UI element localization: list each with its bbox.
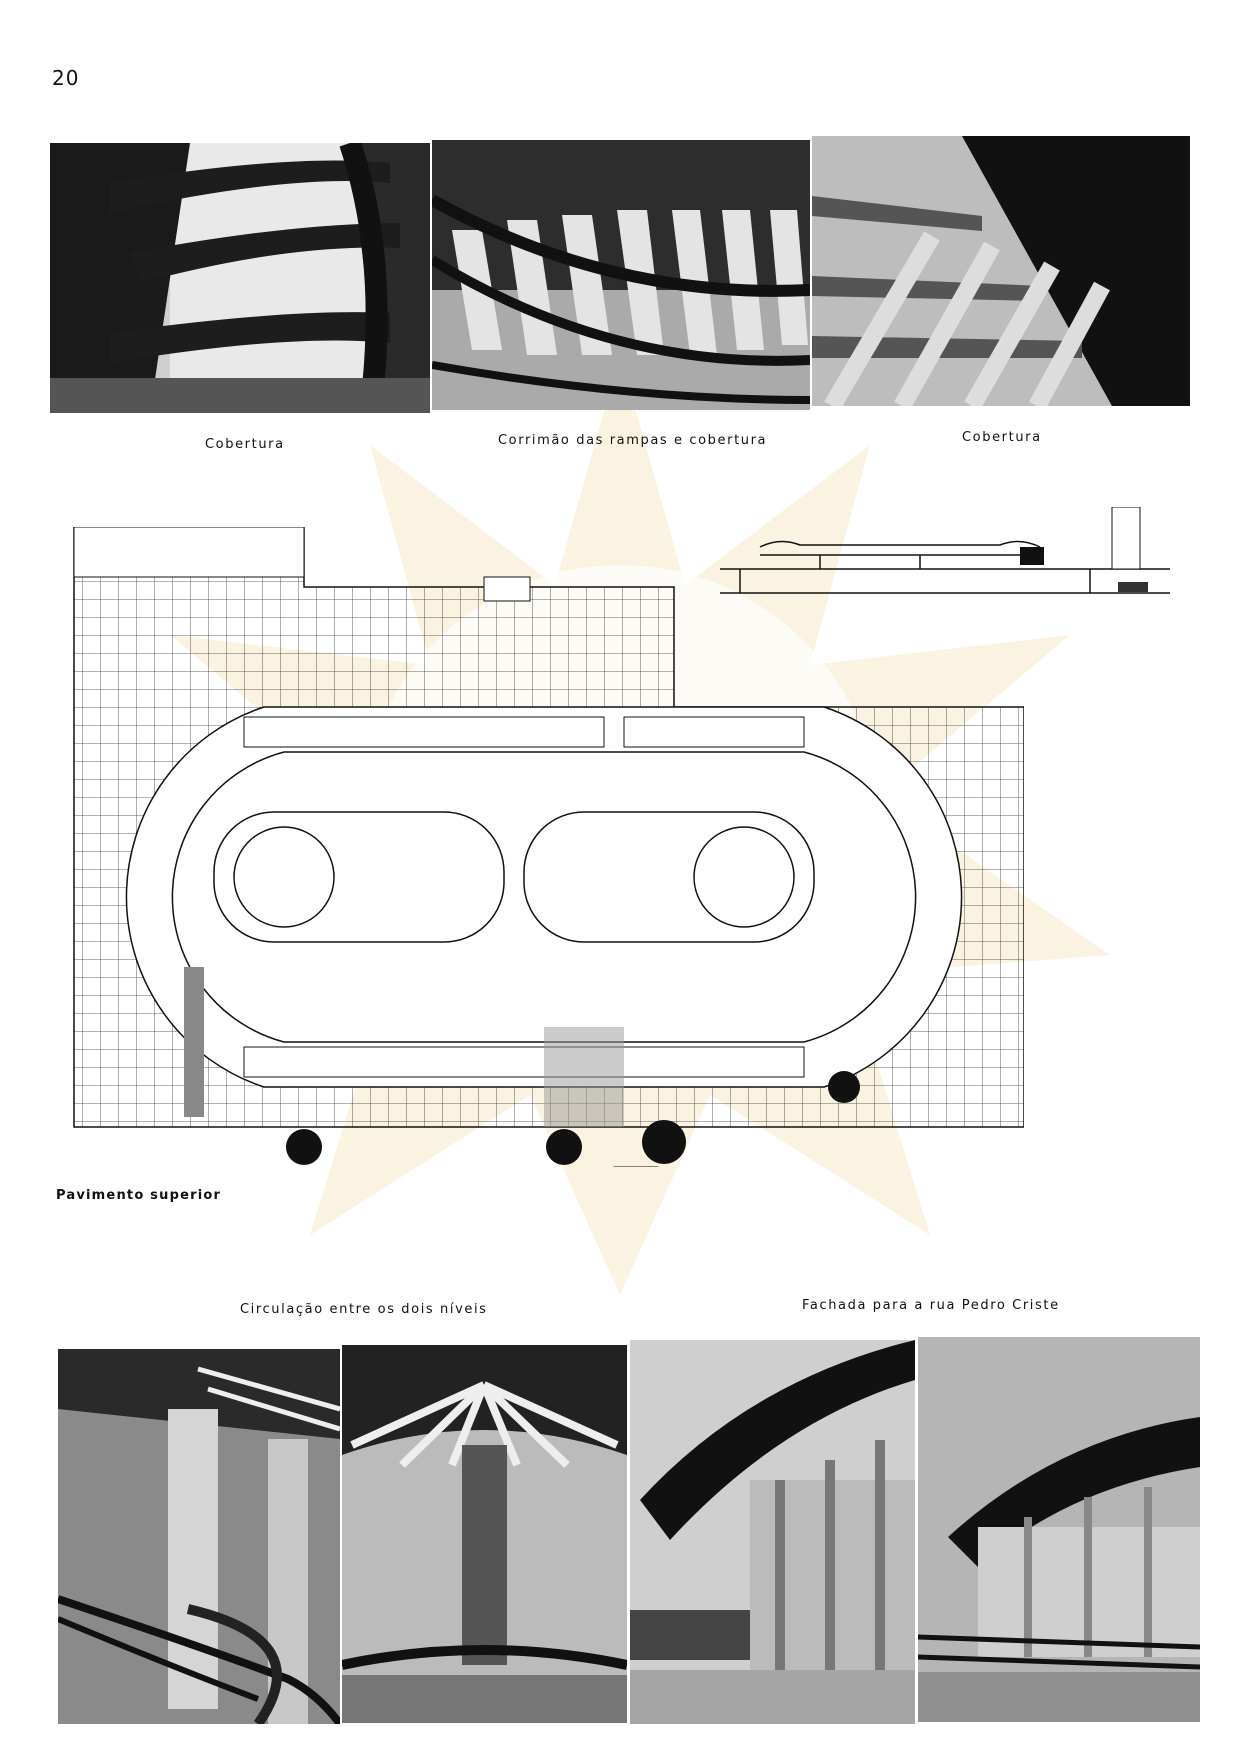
caption-cobertura-right: Cobertura — [962, 430, 1042, 445]
caption-fachada: Fachada para a rua Pedro Criste — [802, 1298, 1060, 1313]
photo-cobertura-2 — [812, 136, 1190, 406]
photo-corrimao — [432, 140, 810, 410]
caption-cobertura-left: Cobertura — [205, 437, 285, 452]
caption-corrimao: Corrimão das rampas e cobertura — [498, 433, 768, 448]
caption-plan: Pavimento superior — [56, 1188, 222, 1203]
floor-plan-drawing — [64, 527, 1024, 1167]
photo-circulacao-cupula — [342, 1345, 627, 1723]
photo-cobertura-1 — [50, 143, 430, 413]
page-number: 20 — [52, 66, 80, 90]
photo-fachada-2 — [918, 1337, 1200, 1722]
caption-circulacao: Circulação entre os dois níveis — [240, 1302, 488, 1317]
photo-fachada-1 — [630, 1340, 915, 1724]
photo-circulacao-rampa — [58, 1349, 340, 1724]
